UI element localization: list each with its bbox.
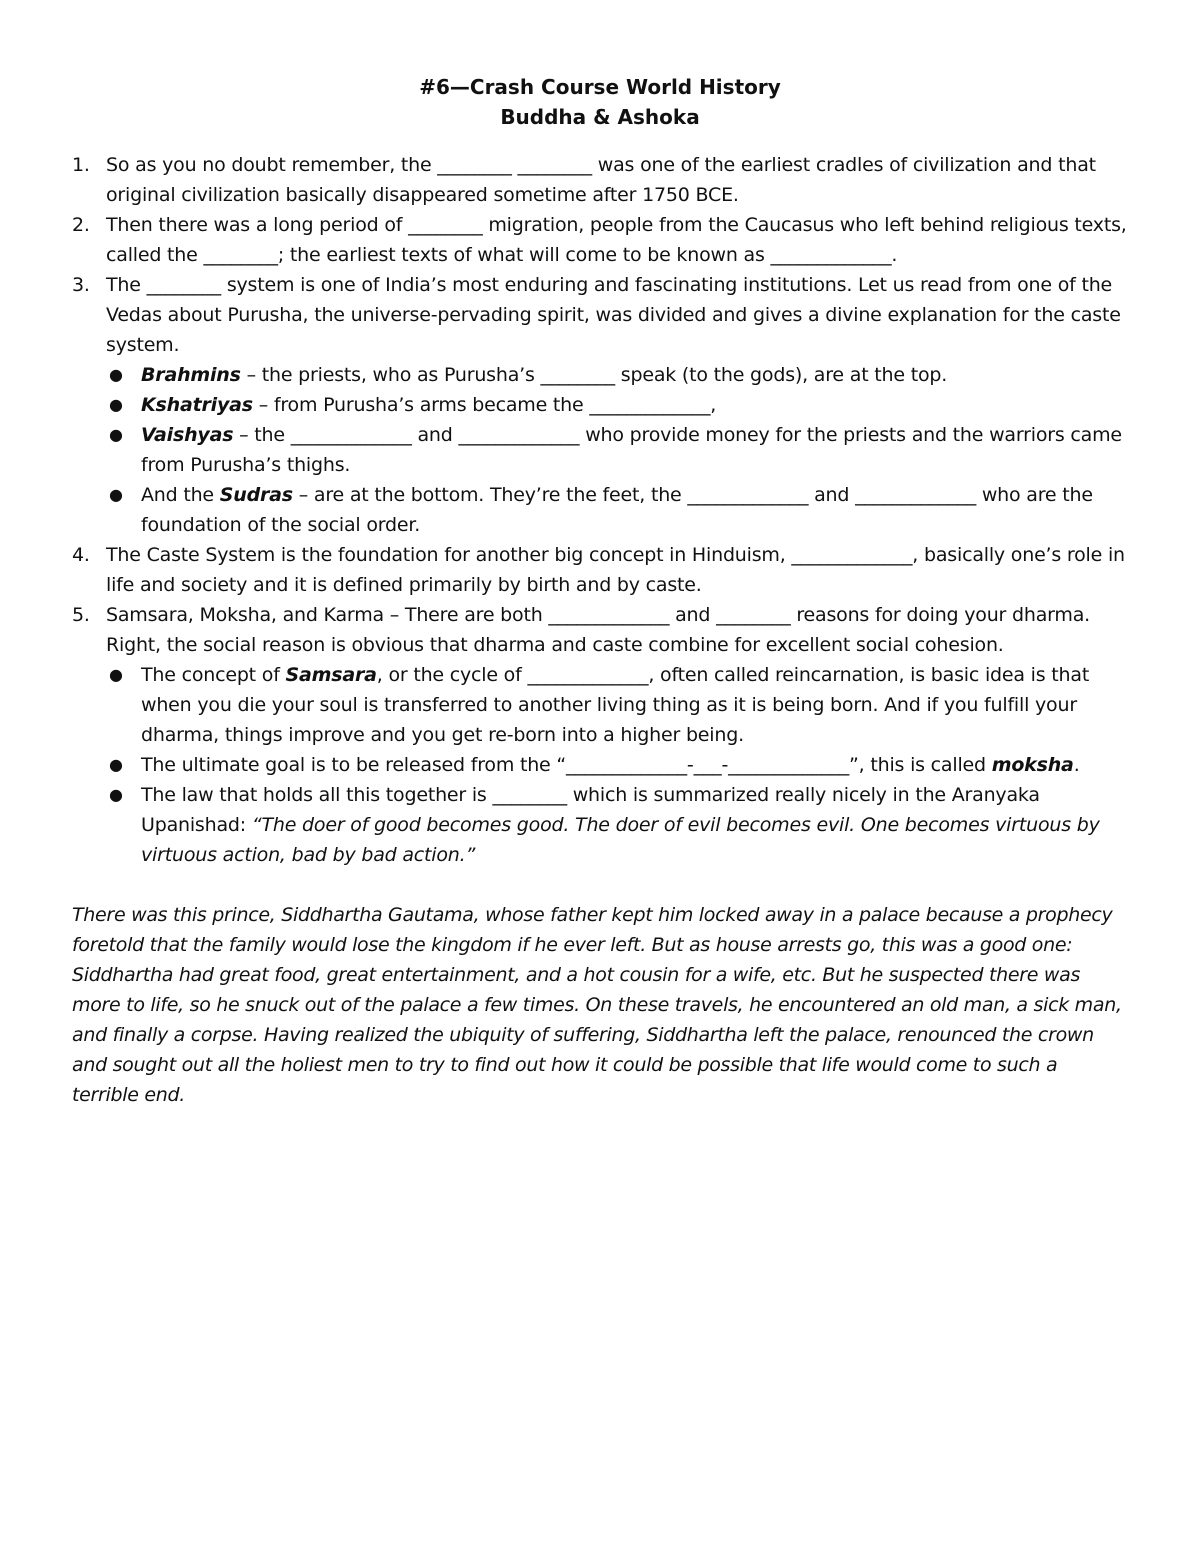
question-list xyxy=(72,150,1128,870)
bullet-karma: ● The law that holds all this together is ________ which is summarized really nicely in the Aranyaka Upanishad: “The doer of good becomes good. The doer of evil becomes evil. One becomes virtuous by virtuous action, bad by bad action.” xyxy=(106,780,1128,870)
caste-bullet-list xyxy=(106,360,1128,540)
bullet-icon: ● xyxy=(109,755,123,774)
question-4 xyxy=(72,540,1128,600)
question-number: 5. xyxy=(72,604,90,626)
bullet-kshatriyas: ● Kshatriyas – from Purusha’s arms became the _____________, xyxy=(106,390,1128,420)
question-3 xyxy=(72,270,1128,540)
term-kshatriyas: Kshatriyas xyxy=(141,394,253,416)
question-1 xyxy=(72,150,1128,210)
bullet-sudras: ● And the Sudras – are at the bottom. They’re the feet, the _____________ and _____________ who are the foundation of the social order. xyxy=(106,480,1128,540)
question-text: Samsara, Moksha, and Karma – There are both _____________ and ________ reasons for doing your dharma. Right, the social reason is obvious that dharma and caste combine for excellent social cohesion. xyxy=(106,604,1091,656)
question-text: The Caste System is the foundation for another big concept in Hinduism, _____________, basically one’s role in life and society and it is defined primarily by birth and by caste. xyxy=(106,544,1125,596)
question-text: So as you no doubt remember, the ________ ________ was one of the earliest cradles of civilization and that original civilization basically disappeared sometime after 1750 BCE. xyxy=(106,154,1096,206)
bullet-icon: ● xyxy=(109,395,123,414)
bullet-icon: ● xyxy=(109,365,123,384)
term-moksha: moksha xyxy=(991,754,1074,776)
question-2 xyxy=(72,210,1128,270)
term-brahmins: Brahmins xyxy=(141,364,241,386)
upanishad-quote: “The doer of good becomes good. The doer of evil becomes evil. One becomes virtuous by virtuous action, bad by bad action.” xyxy=(141,814,1100,866)
question-5 xyxy=(72,600,1128,870)
bullet-moksha: ● The ultimate goal is to be released from the “_____________-___-_____________”, this is called moksha. xyxy=(106,750,1128,780)
question-number: 2. xyxy=(72,214,90,236)
term-sudras: Sudras xyxy=(219,484,293,506)
question-number: 1. xyxy=(72,154,90,176)
bullet-icon: ● xyxy=(109,785,123,804)
samsara-bullet-list xyxy=(106,660,1128,870)
bullet-icon: ● xyxy=(109,425,123,444)
question-number: 4. xyxy=(72,544,90,566)
question-number: 3. xyxy=(72,274,90,296)
bullet-icon: ● xyxy=(109,665,123,684)
term-samsara: Samsara xyxy=(285,664,377,686)
page-subtitle: Buddha & Ashoka xyxy=(500,105,700,129)
question-text: The ________ system is one of India’s most enduring and fascinating institutions. Let us read from one of the Vedas about Purusha, the universe-pervading spirit, was divided and gives a divine explanation for the caste system. xyxy=(106,274,1121,356)
bullet-brahmins: ● Brahmins – the priests, who as Purusha’s ________ speak (to the gods), are at the top. xyxy=(106,360,1128,390)
term-vaishyas: Vaishyas xyxy=(141,424,234,446)
siddhartha-narrative: There was this prince, Siddhartha Gautama, whose father kept him locked away in a palace because a prophecy foretold that the family would lose the kingdom if he ever left. But as house arrests go, this was a good one: Siddhartha had great food, great entertainment, and a hot cousin for a wife, etc. But he suspected there was more to life, so he snuck out of the palace a few times. On these travels, he encountered an old man, a sick man, and finally a corpse. Having realized the ubiquity of suffering, Siddhartha left the palace, renounced the crown and sought out all the holiest men to try to find out how it could be possible that life would come to such a terrible end. xyxy=(72,904,1122,1106)
bullet-vaishyas: ● Vaishyas – the _____________ and _____________ who provide money for the priests and the warriors came from Purusha’s thighs. xyxy=(106,420,1128,480)
header xyxy=(72,72,1128,132)
bullet-icon: ● xyxy=(109,485,123,504)
page-title: #6—Crash Course World History xyxy=(419,75,781,99)
bullet-samsara: ● The concept of Samsara, or the cycle of _____________, often called reincarnation, is basic idea is that when you die your soul is transferred to another living thing as it is being born. And if you fulfill your dharma, things improve and you get re-born into a higher being. xyxy=(106,660,1128,750)
question-text: Then there was a long period of ________ migration, people from the Caucasus who left behind religious texts, called the ________; the earliest texts of what will come to be known as _____________. xyxy=(106,214,1127,266)
worksheet-content xyxy=(72,150,1128,1110)
